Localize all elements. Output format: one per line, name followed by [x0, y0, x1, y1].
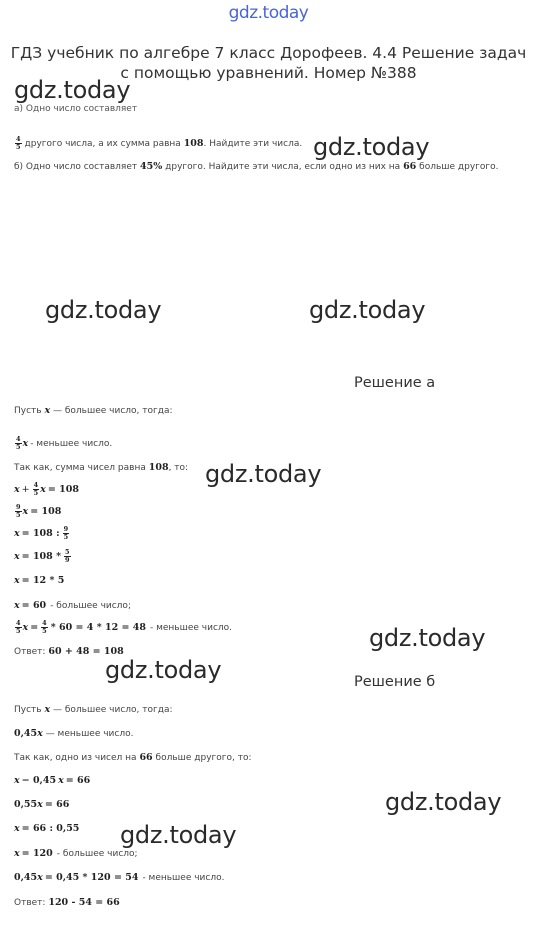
watermark: gdz.today — [45, 296, 162, 324]
solution-a-eq-4: x = 108 * $\frac{5}{9}$ — [14, 548, 70, 564]
fraction: $\frac{4}{5}$ — [16, 135, 21, 151]
task-a-line-1: а) Одно число составляет — [14, 104, 138, 114]
watermark: gdz.today — [205, 460, 322, 488]
page-title-line-2: с помощью уравнений. Номер №388 — [120, 64, 417, 82]
watermark: gdz.today — [105, 656, 222, 684]
watermark: gdz.today — [14, 76, 131, 104]
task-a-line-2: $\frac{4}{5}$ другого числа, а их сумма равна 108 . Найдите эти числа. — [16, 135, 303, 151]
solution-a-eq-5: x = 12 * 5 — [14, 575, 65, 586]
page-title-line-1: ГДЗ учебник по алгебре 7 класс Дорофеев. 4.4 Решение задач — [10, 44, 527, 62]
solution-b-since: Так как, одно из чисел на 66 больше другого, то: — [14, 752, 252, 763]
task-b: б) Одно число составляет 45% другого. Найдите эти числа, если одно из них на 66 больше другого. — [14, 161, 499, 172]
watermark: gdz.today — [369, 624, 486, 652]
solution-a-eq-7: $\frac{4}{5}$ x = $\frac{4}{5}$ * 60 = 4 * 12 = 48 - меньшее число. — [16, 619, 233, 635]
solution-a-eq-2: $\frac{9}{5}$ x = 108 — [16, 503, 62, 519]
solution-a-heading: Решение а — [354, 375, 436, 391]
solution-b-heading: Решение б — [354, 674, 436, 690]
solution-b-eq-2: 0,55 x = 66 — [14, 799, 70, 810]
solution-b-eq-3: x = 66 : 0,55 — [14, 823, 80, 834]
solution-a-smaller: $\frac{4}{5}$ x - меньшее число. — [16, 435, 113, 451]
watermark: gdz.today — [309, 296, 426, 324]
solution-b-eq-1: x − 0,45 x = 66 — [14, 775, 91, 786]
solution-b-intro: Пусть x — большее число, тогда: — [14, 704, 173, 715]
solution-b-eq-4: x = 120 - большее число; — [14, 848, 138, 859]
solution-a-eq-3: x = 108 : $\frac{9}{5}$ — [14, 525, 69, 541]
solution-a-eq-1: x + $\frac{4}{5}$ x = 108 — [14, 481, 79, 497]
solution-b-answer: Ответ: 120 - 54 = 66 — [14, 897, 120, 908]
solution-a-answer: Ответ: 60 + 48 = 108 — [14, 646, 124, 657]
watermark: gdz.today — [313, 133, 430, 161]
watermark: gdz.today — [120, 821, 237, 849]
site-logo[interactable]: gdz.today — [228, 3, 309, 23]
solution-a-intro: Пусть x — большее число, тогда: — [14, 405, 173, 416]
solution-a-since: Так как, сумма чисел равна 108 , то: — [14, 462, 189, 473]
solution-b-smaller: 0,45 x — меньшее число. — [14, 728, 134, 739]
solution-a-eq-6: x = 60 - большее число; — [14, 600, 131, 611]
watermark: gdz.today — [385, 788, 502, 816]
solution-b-eq-5: 0,45 x = 0,45 * 120 = 54 - меньшее число. — [14, 872, 225, 883]
